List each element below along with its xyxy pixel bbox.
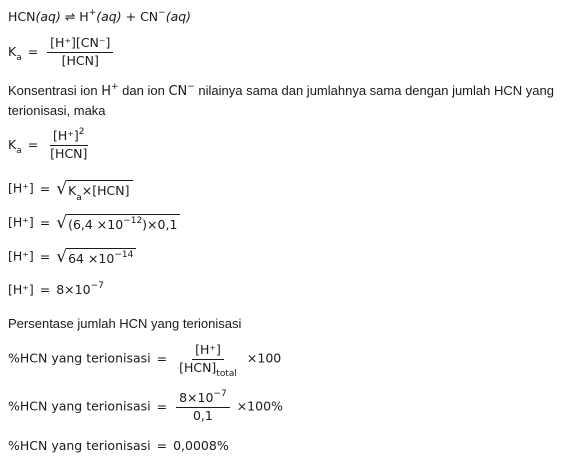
h-concentration-step-1: [H⁺] = √ $K_a\times[HCN]$ (8, 180, 133, 198)
ka-squared-fraction (47, 126, 90, 161)
ka-symbol: $K_a$ (8, 43, 22, 63)
fraction-denominator: [HCN] (50, 145, 88, 161)
radical-sign-icon: √ (56, 213, 68, 233)
percent-ionized-substitution: %HCN yang terionisasi = $\frac{8\times 10^{-7}}{0,1}$ ×100% (8, 388, 283, 423)
ka-definition (8, 37, 116, 67)
reaction-equation (8, 7, 192, 24)
product-h: H (79, 9, 89, 24)
equals-sign: = (27, 136, 39, 152)
state-aq: (aq) (96, 9, 122, 24)
radical-sign-icon: √ (56, 247, 68, 267)
ka-symbol: $K_a$ (8, 136, 22, 156)
persentase-heading: Persentase jumlah HCN yang terionisasi (8, 316, 242, 331)
fraction-denominator: 0,1 (192, 407, 213, 423)
square-root: √ $K_a\times[HCN]$ (56, 180, 132, 198)
state-aq: (aq) (165, 9, 192, 24)
fraction-numerator: [H⁺] (192, 344, 224, 360)
percent-ionized-result: %HCN yang terionisasi = 0,0008% (8, 438, 229, 453)
charge-minus: − (158, 7, 166, 18)
square-root: √ $64 \times 10^{-14}$ (56, 248, 136, 266)
equals-sign: = (27, 43, 39, 59)
fraction-numerator: $8\times 10^{-7}$ (176, 392, 230, 408)
percent-fraction (176, 388, 230, 423)
state-aq: (aq) (35, 9, 61, 24)
charge-plus: + (88, 7, 97, 18)
reactant-hcn: HCN (8, 9, 36, 24)
fraction-numerator: $[H^+]^2$ (50, 130, 88, 146)
ion-h: H+ (101, 81, 119, 99)
fraction-denominator: $[HCN]_{total}$ (179, 359, 237, 379)
h-concentration-step-2: [H⁺] = √ $(6,4 \times 10^{-12})\times 0,1$ (8, 214, 180, 232)
plus-sign: + (125, 9, 137, 24)
equilibrium-arrow: ⇌ (64, 9, 76, 24)
percent-fraction (176, 342, 240, 379)
product-cn: CN (140, 9, 159, 24)
ka-squared-equation (8, 126, 93, 161)
explanation-line-2: terionisasi, maka (8, 103, 106, 118)
ka-fraction (47, 37, 113, 67)
fraction-numerator: [H⁺][CN⁻] (47, 37, 113, 53)
h-concentration-step-3: [H⁺] = √ $64 \times 10^{-14}$ (8, 248, 136, 266)
square-root: √ $(6,4 \times 10^{-12})\times 0,1$ (56, 214, 180, 232)
fraction-denominator: [HCN] (61, 52, 99, 68)
radical-sign-icon: √ (56, 179, 68, 199)
explanation-line-1: Konsentrasi ion H+ dan ion CN− nilainya sama dan jumlahnya sama dengan jumlah HCN yang (8, 81, 554, 99)
h-concentration-result: $[H^+] = 8\times 10^{-7}$ (8, 280, 104, 297)
percent-ionized-formula: %HCN yang terionisasi = $\frac{[H^+]}{[HCN]_{total}}$ ×100 (8, 342, 282, 379)
ion-cn: CN− (168, 81, 195, 99)
